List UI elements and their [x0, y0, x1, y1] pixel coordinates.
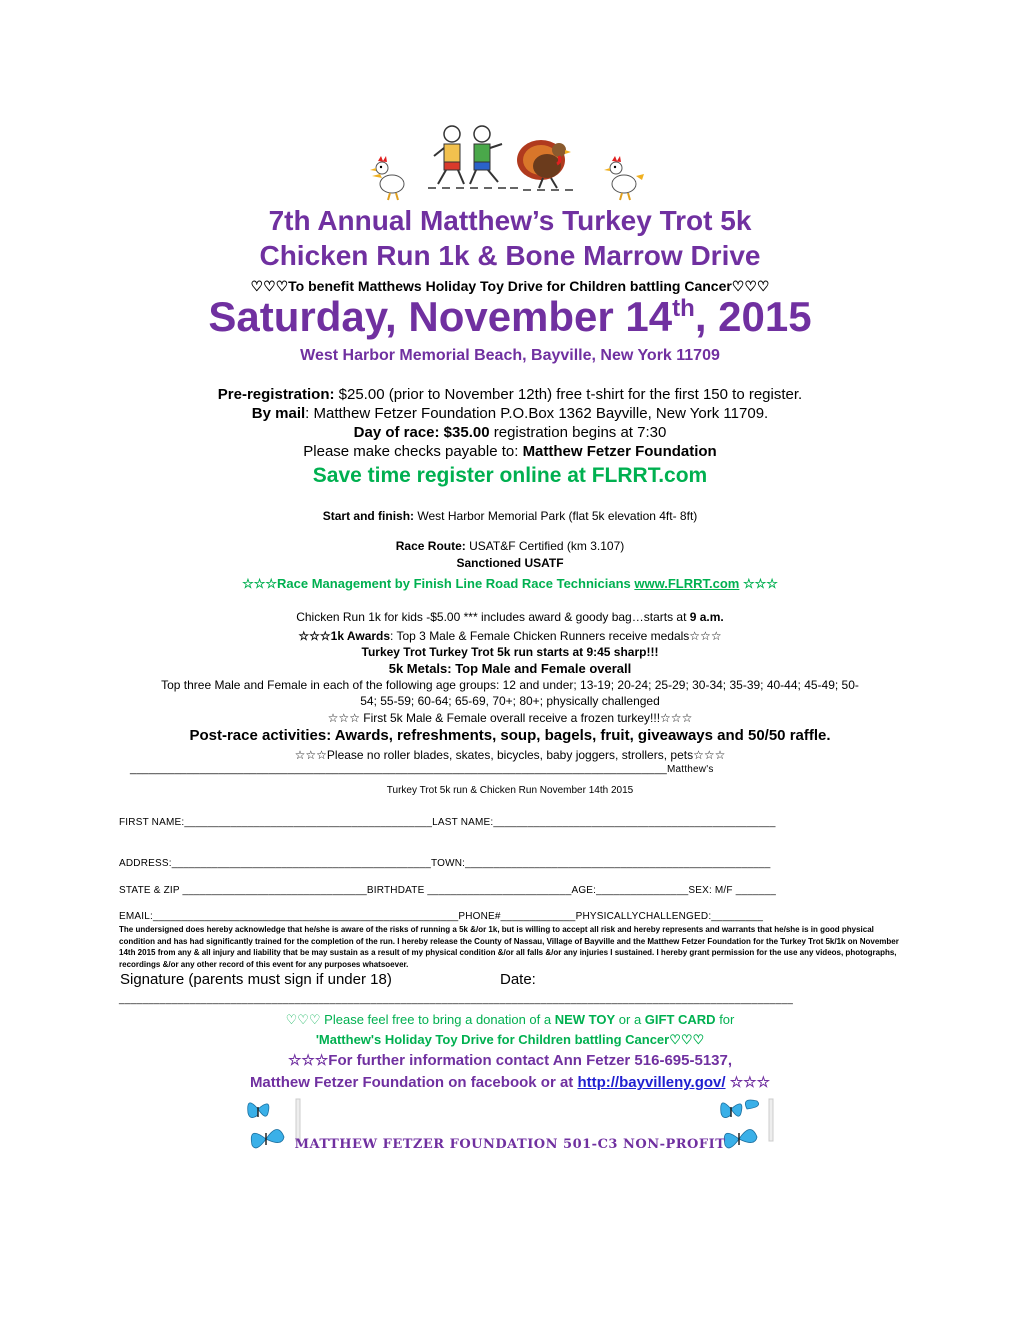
facebook-line [0, 1073, 1020, 1091]
form-divider [130, 763, 714, 775]
facebook-end: ☆☆☆ [725, 1074, 771, 1091]
age-groups-line-2: 54; 55-59; 60-64; 65-69, 70+; 80+; physically challenged [360, 694, 660, 708]
awards-line [0, 629, 1020, 643]
email-phone-fields[interactable]: EMAIL:_____________________________________________________PHONE#_____________PHYSICALLYCHALLENGED:_________ [119, 911, 764, 922]
liability-waiver: The undersigned does hereby acknowledge that he/she is aware of the risks of running a 5k &/or 1k, but is willing to accept all risk and hereby represents and warrants that he/she is in good physical condition and has had significantly trained for the completion of the run. I hereby release the County of Nassau, Village of Bayville and the Matthew Fetzer Foundation for the Turkey Trot 5k/1k on November 14th 2015 from any & all injury and liability that be may sustain as a result of my physical condition &/or all falls &/or any injuries I sustained. I hereby grant permission for the use any videos, photographs, recordings &/or any other record of this event for any purposes whatsoever. [119, 925, 899, 969]
chicken-icon [600, 152, 648, 202]
divider-tail: Matthew's [667, 764, 714, 775]
prereg-text: $25.00 (prior to November 12th) free t-shirt for the first 150 to register. [334, 386, 803, 403]
toy-drive-line: 'Matthew's Holiday Toy Drive for Children battling Cancer♡♡♡ [315, 1032, 705, 1047]
metals-line: 5k Metals: Top Male and Female overall [388, 661, 632, 676]
chicken-icon [366, 152, 414, 202]
checks-line [0, 443, 1020, 460]
trot-start-line: Turkey Trot Turkey Trot 5k run starts at 9:45 sharp!!! [361, 645, 659, 659]
day-of-race-line [0, 424, 1020, 441]
benefit-line: ♡♡♡To benefit Matthews Holiday Toy Drive for Children battling Cancer♡♡♡ [250, 278, 770, 294]
foundation-name: MATTHEW FETZER FOUNDATION 501-C3 NON-PROFIT [294, 1137, 726, 1152]
start-text: West Harbor Memorial Park (flat 5k elevation 4ft- 8ft) [414, 509, 698, 523]
mail-line [0, 405, 1020, 422]
dayof-text: registration begins at 7:30 [489, 424, 667, 441]
signature-label: Signature (parents must sign if under 18) [120, 971, 392, 988]
register-online[interactable]: Save time register online at FLRRT.com [312, 464, 708, 487]
no-wheels-line: ☆☆☆Please no roller blades, skates, bicycles, baby joggers, strollers, pets☆☆☆ [294, 748, 726, 762]
contact-line: ☆☆☆For further information contact Ann Fetzer 516-695-5137, [287, 1052, 733, 1069]
chicken-run-line [0, 610, 1020, 624]
prereg-label: Pre-registration: [217, 386, 335, 403]
checks-text: Please make checks payable to: [303, 443, 523, 460]
race-route-line [0, 539, 1020, 553]
mgmt-end: ☆☆☆ [739, 576, 778, 591]
runner-kids-icon [428, 124, 518, 192]
frozen-turkey-line: ☆☆☆ First 5k Male & Female overall receive a frozen turkey!!!☆☆☆ [327, 711, 693, 725]
date-year: , 2015 [694, 293, 812, 340]
dayof-label: Day of race: $35.00 [353, 424, 490, 441]
divider-line: _____________________________________________________________________________________ [130, 763, 668, 775]
state-zip-fields[interactable]: STATE & ZIP ________________________________BIRTHDATE _________________________AGE:________________SEX: M/F _______ [119, 885, 777, 896]
start-label: Start and finish: [322, 509, 415, 523]
event-date [0, 293, 1020, 341]
name-fields[interactable]: FIRST NAME:___________________________________________LAST NAME:_________________________________________________ [119, 817, 776, 828]
sanctioned-line: Sanctioned USATF [456, 556, 564, 570]
checks-payee: Matthew Fetzer Foundation [522, 443, 717, 460]
date-label: Date: [500, 971, 536, 988]
address-fields[interactable]: ADDRESS:_____________________________________________TOWN:_____________________________________________________ [119, 858, 771, 869]
start-finish-line [0, 509, 1020, 523]
turkey-icon [513, 132, 583, 194]
date-suffix: th [672, 295, 695, 322]
chicken-run-text: Chicken Run 1k for kids -$5.00 *** includes award & goody bag…starts at [296, 610, 690, 624]
mail-text: : Matthew Fetzer Foundation P.O.Box 1362 Bayville, New York 11709. [305, 405, 769, 422]
signature-field[interactable]: ___________________________________________________________________________________________________________________ [119, 994, 794, 1005]
race-management-line [0, 576, 1020, 592]
bayville-link[interactable]: http://bayvilleny.gov/ [577, 1074, 726, 1091]
post-race-line: Post-race activities: Awards, refreshments, soup, bagels, fruit, giveaways and 50/50 raffle. [189, 727, 831, 744]
donate-gift: GIFT CARD [644, 1012, 716, 1027]
form-title: Turkey Trot 5k run & Chicken Run November 14th 2015 [386, 785, 634, 796]
route-label: Race Route: [395, 539, 466, 553]
donation-line [0, 1012, 1020, 1028]
event-title: 7th Annual Matthew’s Turkey Trot 5k [268, 205, 752, 236]
event-location: West Harbor Memorial Beach, Bayville, New York 11709 [300, 347, 720, 364]
mail-label: By mail [251, 405, 306, 422]
age-groups-line-1: Top three Male and Female in each of the following age groups: 12 and under; 13-19; 20-24; 25-29; 30-34; 35-39; 40-44; 45-49; 50- [161, 678, 859, 692]
awards-text: : Top 3 Male & Female Chicken Runners receive medals☆☆☆ [390, 629, 722, 643]
flrrt-link[interactable]: www.FLRRT.com [634, 576, 740, 591]
awards-label: ☆☆☆1k Awards [298, 629, 391, 643]
donate-text-3: for [715, 1012, 735, 1027]
mgmt-text: ☆☆☆Race Management by Finish Line Road Race Technicians [242, 576, 635, 591]
chicken-run-time: 9 a.m. [689, 610, 724, 624]
donate-text-2: or a [615, 1012, 645, 1027]
route-text: USAT&F Certified (km 3.107) [465, 539, 625, 553]
donate-text-1: ♡♡♡ Please feel free to bring a donation of a [285, 1012, 555, 1027]
event-subtitle: Chicken Run 1k & Bone Marrow Drive [259, 240, 761, 271]
date-main: Saturday, November 14 [208, 293, 673, 340]
preregistration-line [0, 386, 1020, 403]
facebook-text: Matthew Fetzer Foundation on facebook or at [249, 1074, 578, 1091]
donate-toy: NEW TOY [554, 1012, 616, 1027]
